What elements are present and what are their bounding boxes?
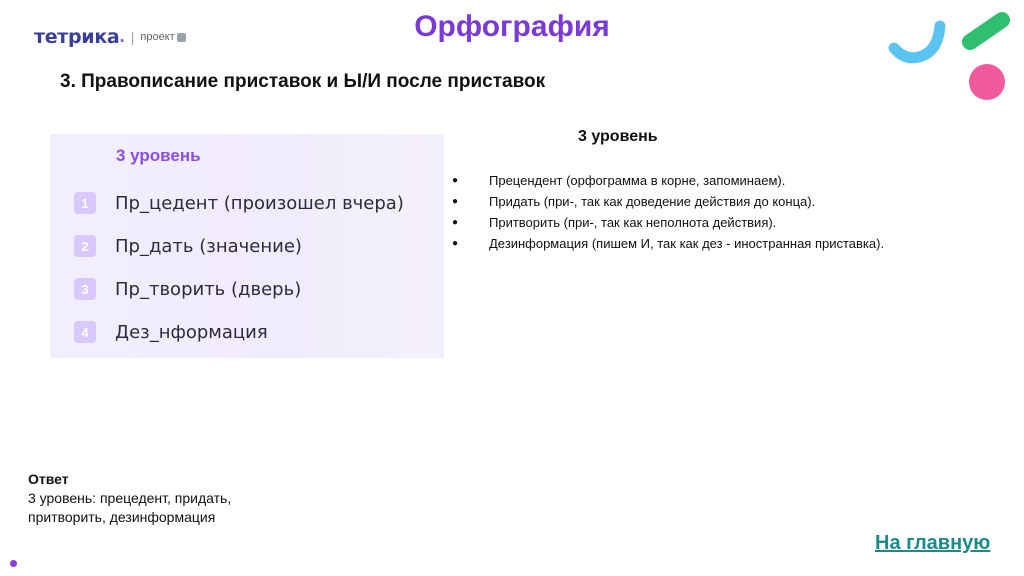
exercise-item-text: Дез_нформация xyxy=(115,321,268,343)
list-item xyxy=(452,170,884,191)
item-number-badge: 2 xyxy=(74,235,96,257)
explanation-text: Прецендент (орфограмма в корне, запоминаем). xyxy=(489,173,786,188)
list-item xyxy=(452,233,884,254)
explanation-text: Притворить (при-, так как неполнота действия). xyxy=(489,215,777,230)
explanation-text: Придать (при-, так как доведение действия до конца). xyxy=(489,194,816,209)
item-number-badge: 4 xyxy=(74,321,96,343)
exercise-item-text: Пр_творить (дверь) xyxy=(115,278,302,300)
corner-dot-icon xyxy=(10,560,17,567)
pink-circle-icon xyxy=(969,64,1005,100)
green-pill-icon xyxy=(960,10,1012,52)
card-heading: 3 уровень xyxy=(116,146,201,165)
section-subtitle: 3. Правописание приставок и Ы/И после приставок xyxy=(60,71,546,92)
page-title: Орфография xyxy=(414,10,610,43)
logo-project-text: проект xyxy=(140,31,175,43)
answer-block xyxy=(28,470,231,527)
list-item xyxy=(452,191,884,212)
exercise-item-text: Пр_цедент (произошел вчера) xyxy=(115,192,404,214)
bullet-icon: ● xyxy=(452,196,459,207)
logo-wordmark: тетрика xyxy=(34,26,120,48)
exercise-card xyxy=(50,134,444,358)
item-number-badge: 1 xyxy=(74,192,96,214)
bullet-icon: ● xyxy=(452,217,459,228)
explanation-list xyxy=(452,170,884,254)
bullet-icon: ● xyxy=(452,238,459,249)
exercise-item xyxy=(74,192,404,214)
explanation-text: Дезинформация (пишем И, так как дез - иностранная приставка). xyxy=(489,236,885,251)
exercise-item xyxy=(74,278,301,300)
explanation-level-label: 3 уровень xyxy=(578,128,658,145)
bullet-icon: ● xyxy=(452,175,459,186)
exercise-item-text: Пр_дать (значение) xyxy=(115,235,302,257)
answer-line: 3 уровень: прецедент, придать, xyxy=(28,490,232,506)
logo-separator: | xyxy=(130,29,135,45)
list-item xyxy=(452,212,884,233)
item-number-badge: 3 xyxy=(74,278,96,300)
exercise-item xyxy=(74,235,302,257)
logo-dot: . xyxy=(119,26,125,47)
blue-swoosh-icon xyxy=(888,18,948,64)
exercise-item xyxy=(74,321,268,343)
answer-title: Ответ xyxy=(28,471,69,487)
home-link[interactable]: На главную xyxy=(875,532,991,554)
answer-line: притворить, дезинформация xyxy=(28,509,216,525)
